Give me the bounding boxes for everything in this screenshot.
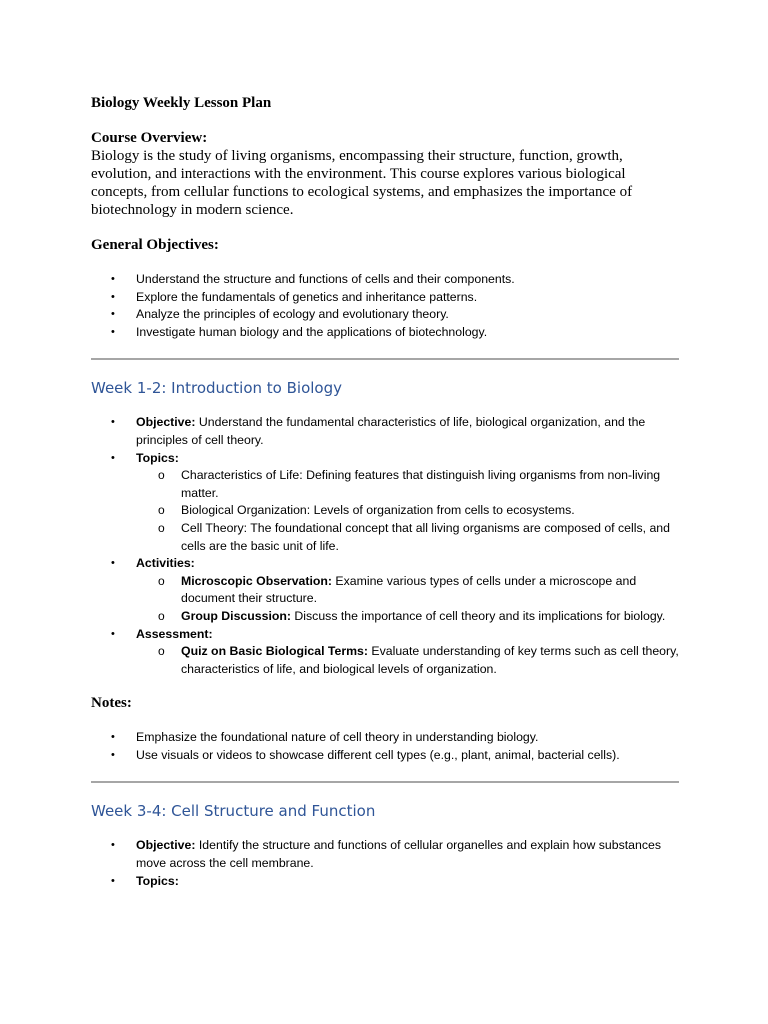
objective-item — [91, 837, 679, 872]
assessment-label: Assessment: — [136, 626, 213, 641]
list-item — [91, 271, 679, 289]
assessment-entry-text: Evaluate understanding of key terms such as cell theory, characteristics of life, and biological levels of organization. — [181, 644, 679, 676]
overview-line: evolution, and interactions with the environment. This course explores various biological — [91, 166, 626, 182]
spacer — [91, 678, 679, 694]
bullet-icon: • — [111, 308, 115, 321]
topic-item — [136, 520, 679, 555]
note-text: Use visuals or videos to showcase different cell types (e.g., plant, animal, bacterial cells). — [136, 747, 620, 762]
week-1-2-heading: Week 1-2: Introduction to Biology — [91, 379, 342, 398]
topic-item — [136, 502, 679, 520]
notes-heading: Notes: — [91, 695, 132, 712]
spacer — [91, 712, 679, 729]
note-item — [91, 729, 679, 747]
spacer — [91, 398, 679, 414]
circle-bullet-icon: o — [158, 608, 165, 623]
general-objectives-heading: General Objectives: — [91, 237, 219, 253]
list-item — [91, 306, 679, 324]
topics-label: Topics: — [136, 450, 179, 465]
spacer — [91, 360, 679, 378]
assessment-entry — [136, 643, 679, 678]
topic-text: Characteristics of Life: Defining features that distinguish living organisms from non-living matter. — [181, 468, 661, 500]
activity-item — [136, 573, 679, 608]
assessment-item — [91, 626, 679, 679]
bullet-icon: • — [111, 290, 115, 303]
topics-item — [91, 873, 679, 891]
assessment-entry-label: Quiz on Basic Biological Terms: — [181, 644, 368, 659]
bullet-icon: • — [111, 874, 115, 887]
list-item-text: Explore the fundamentals of genetics and inheritance patterns. — [136, 289, 478, 304]
activity-label: Microscopic Observation: — [181, 573, 333, 588]
list-item-text: Investigate human biology and the applications of biotechnology. — [136, 324, 488, 339]
topics-list — [136, 467, 679, 555]
circle-bullet-icon: o — [158, 573, 165, 588]
bullet-icon: • — [111, 748, 115, 761]
bullet-icon: • — [111, 451, 115, 464]
bullet-icon: • — [111, 273, 115, 285]
activity-label: Group Discussion: — [181, 608, 291, 623]
course-overview-text — [91, 147, 679, 219]
note-item — [91, 747, 679, 765]
spacer — [91, 112, 679, 129]
activity-text: Examine various types of cells under a microscope and document their structure. — [181, 573, 637, 606]
document-page — [91, 94, 679, 890]
spacer — [91, 219, 679, 236]
objective-label: Objective: — [136, 415, 196, 430]
list-item — [91, 289, 679, 307]
bullet-icon: • — [111, 325, 115, 338]
bullet-icon: • — [111, 627, 115, 640]
circle-bullet-icon: o — [158, 520, 165, 535]
general-objectives-list — [91, 271, 679, 341]
spacer — [91, 821, 679, 837]
objective-text: Understand the fundamental characteristics of life, biological organization, and the principles of cell theory. — [136, 415, 646, 447]
objective-item — [91, 414, 679, 449]
circle-bullet-icon: o — [158, 644, 165, 659]
overview-line: concepts, from cellular functions to ecological systems, and emphasizes the importance of — [91, 184, 633, 200]
assessment-list — [136, 643, 679, 678]
topic-text: Cell Theory: The foundational concept that all living organisms are composed of cells, and cells are the basic unit of life. — [181, 520, 670, 553]
activity-item — [136, 608, 679, 626]
bullet-icon: • — [111, 416, 115, 429]
activities-label: Activities: — [136, 556, 195, 571]
week-3-4-list — [91, 837, 679, 890]
list-item — [91, 324, 679, 342]
spacer — [91, 341, 679, 358]
activities-list — [136, 573, 679, 626]
overview-line: biotechnology in modern science. — [91, 202, 294, 218]
spacer — [91, 254, 679, 271]
objective-text: Identify the structure and functions of cellular organelles and explain how substances move across the cell membrane. — [136, 838, 661, 871]
activities-item — [91, 555, 679, 625]
notes-list — [91, 729, 679, 764]
list-item-text: Analyze the principles of ecology and evolutionary theory. — [136, 307, 449, 322]
note-text: Emphasize the foundational nature of cell theory in understanding biology. — [136, 730, 539, 745]
document-title: Biology Weekly Lesson Plan — [91, 95, 272, 111]
circle-bullet-icon: o — [158, 468, 165, 483]
list-item-text: Understand the structure and functions of cells and their components. — [136, 272, 515, 286]
course-overview-heading: Course Overview: — [91, 130, 208, 146]
topics-label: Topics: — [136, 873, 179, 888]
topic-text: Biological Organization: Levels of organization from cells to ecosystems. — [181, 503, 575, 518]
objective-label: Objective: — [136, 838, 196, 853]
bullet-icon: • — [111, 557, 115, 570]
circle-bullet-icon: o — [158, 503, 165, 518]
week-1-2-list — [91, 414, 679, 678]
bullet-icon: • — [111, 839, 115, 852]
spacer — [91, 764, 679, 781]
topics-item — [91, 450, 679, 556]
bullet-icon: • — [111, 731, 115, 744]
overview-line: Biology is the study of living organisms, encompassing their structure, function, growth, — [91, 148, 623, 164]
topic-item — [136, 467, 679, 502]
week-3-4-heading: Week 3-4: Cell Structure and Function — [91, 802, 376, 821]
spacer — [91, 783, 679, 801]
activity-text: Discuss the importance of cell theory and its implications for biology. — [291, 608, 666, 623]
